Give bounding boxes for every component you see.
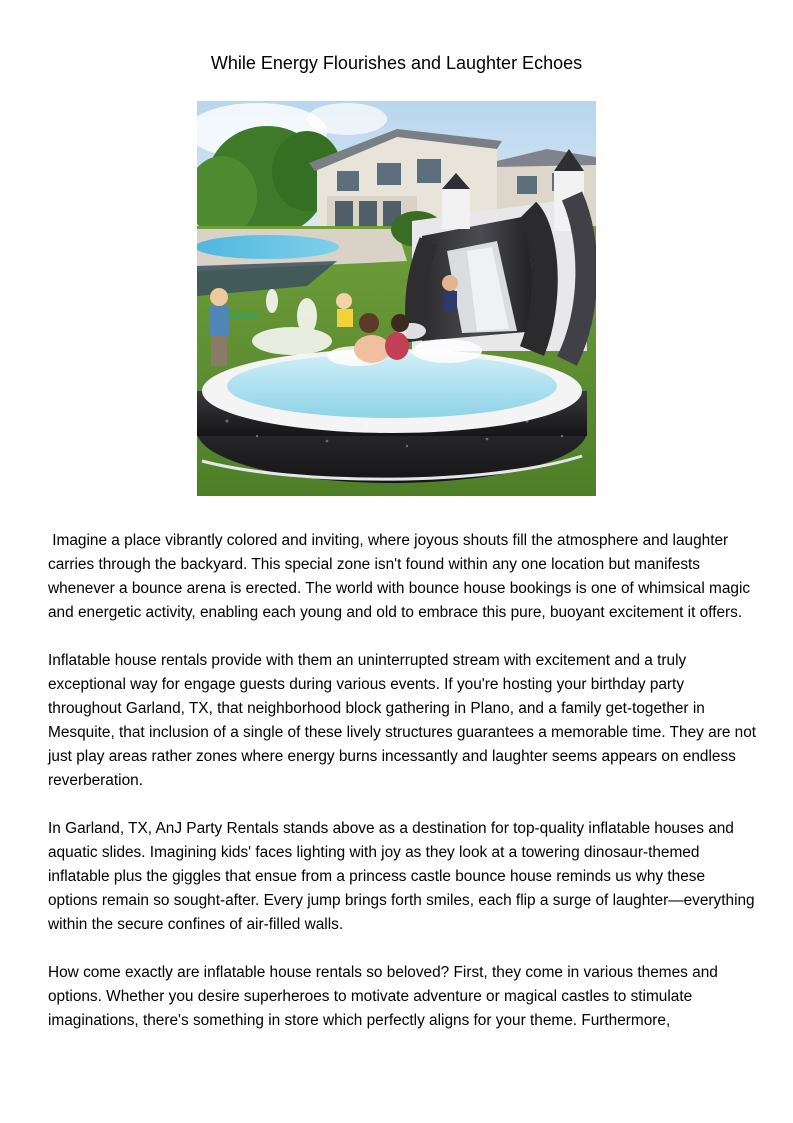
paragraph-3: In Garland, TX, AnJ Party Rentals stands above as a destination for top-quality inflatable houses and aquatic slides. Imagining kids' faces lighting with joy as they look at a towering dinosaur-themed inflatable plus the giggles that ensue from a princess castle bounce house reminds us why these options remain so sought-after. Every jump brings forth smiles, each flip a surge of laughter—everything within the secure confines of air-filled walls. [48,820,759,933]
article-body [48,529,761,1057]
inflatable-water-slide-photo [197,101,596,496]
paragraph-2: Inflatable house rentals provide with them an uninterrupted stream with excitement and a truly exceptional way for engage guests during various events. If you're hosting your birthday party throughout Garland, TX, that neighborhood block gathering in Plano, and a family get-together in Mesquite, that inclusion of a single of these lively structures guarantees a memorable time. They are not just play areas rather zones where energy burns incessantly and laughter seems appears on endless reverberation. [48,652,761,789]
document-title: While Energy Flourishes and Laughter Echoes [210,53,583,73]
paragraph-4: How come exactly are inflatable house rentals so beloved? First, they come in various themes and options. Whether you desire superheroes to motivate adventure or magical castles to stimulate imaginations, there's something in store which perfectly aligns for your theme. Furthermore, [48,964,723,1029]
paragraph-1: Imagine a place vibrantly colored and inviting, where joyous shouts fill the atmosphere and laughter carries through the backyard. This special zone isn't found within any one location but manifests whenever a bounce arena is erected. The world with bounce house bookings is one of whimsical magic and energetic activity, enabling each young and old to embrace this pure, buoyant excitement it offers. [48,532,755,621]
